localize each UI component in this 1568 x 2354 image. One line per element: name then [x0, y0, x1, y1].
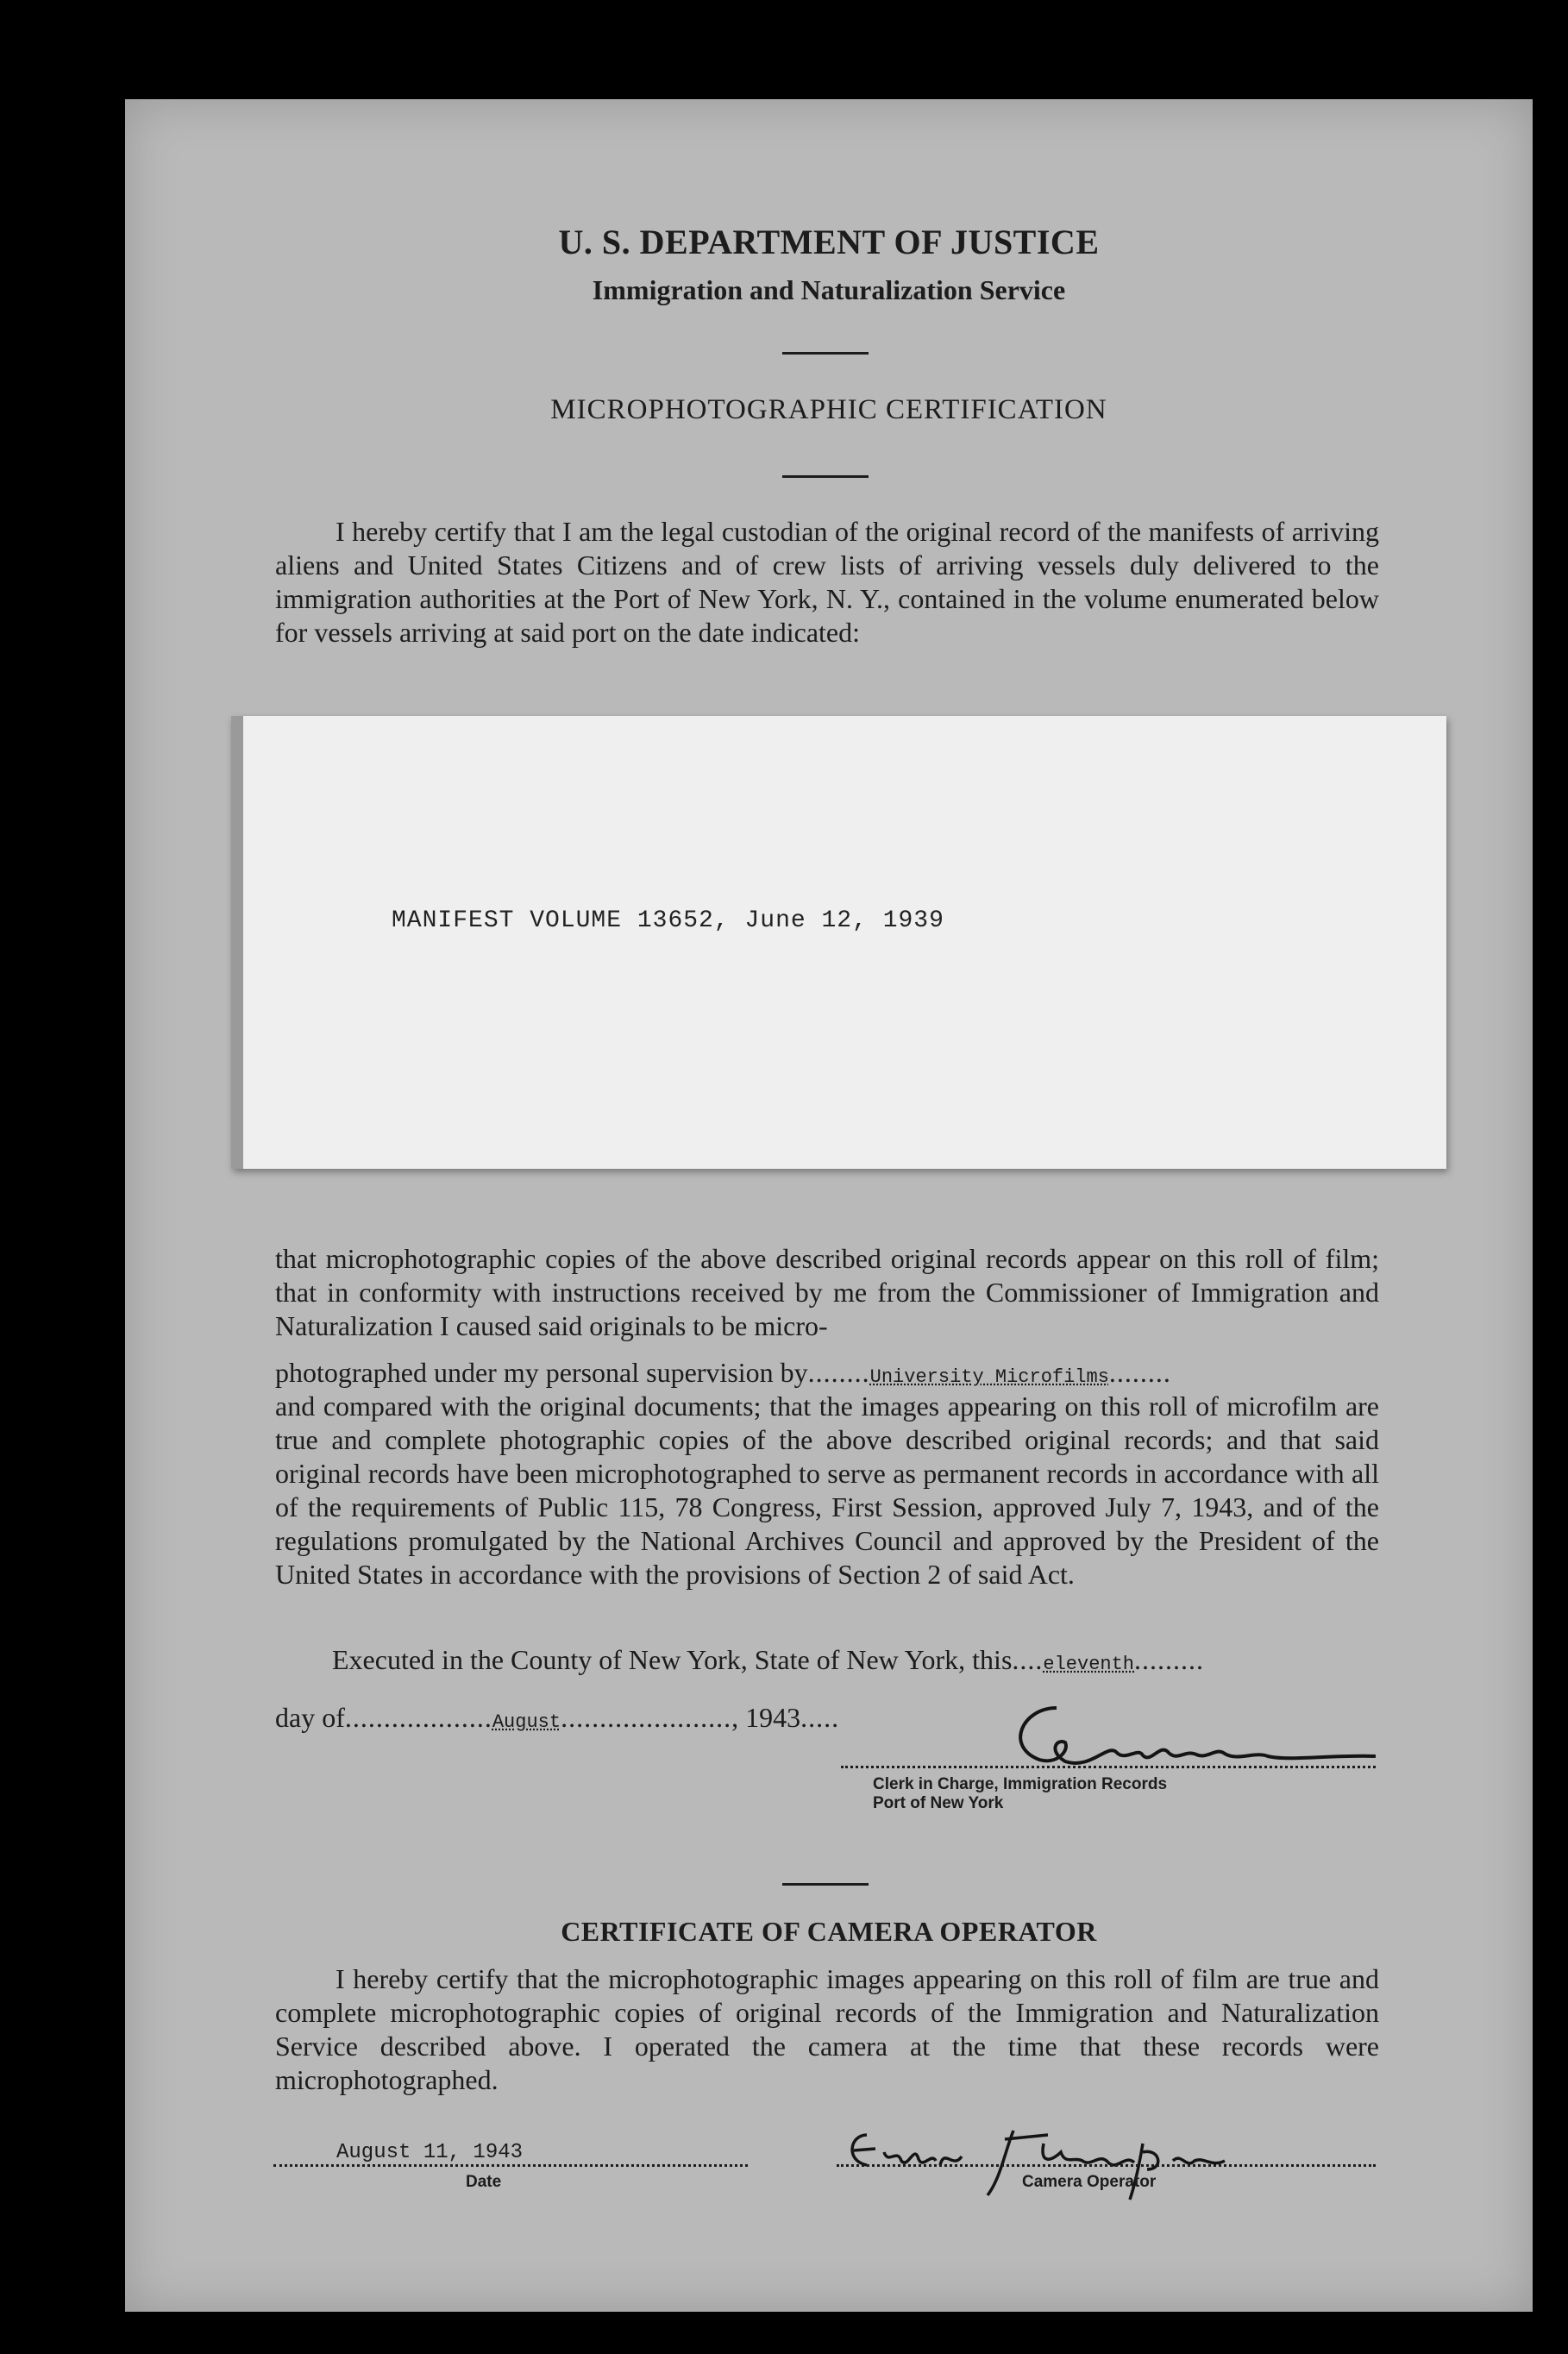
clerk-signature-line: [841, 1766, 1376, 1768]
manifest-card: [231, 716, 1446, 1169]
body-paragraph-part2: and compared with the original documents; that the images appearing on this roll of microfilm are true and complete photographic copies of the above described original records; and that said original records have been microphotographed to serve as permanent records in accordance with all of the requirements of Public 115, 78 Congress, First Session, approved July 7, 1943, and of the regulations promulgated by the National Archives Council and approved by the President of the United States in accordance with the provisions of Section 2 of said Act.: [275, 1390, 1379, 1590]
certificate-sheet: [125, 99, 1533, 2312]
date-label: Date: [466, 2173, 502, 2191]
department-title: U. S. DEPARTMENT OF JUSTICE: [558, 223, 1100, 261]
camera-operator-paragraph: I hereby certify that the microphotographic images appearing on this roll of film are true and complete microphotographic copies of original records of the Immigration and Naturalization Service described above. I operated the camera at the time that these records were microphotographed.: [275, 1963, 1379, 2095]
executed-line: Executed in the County of New York, State of New York, this....eleventh.........: [332, 1644, 1205, 1675]
service-subtitle: Immigration and Naturalization Service: [592, 274, 1066, 305]
supervision-prefix: photographed under my personal supervision by: [275, 1357, 808, 1388]
clerk-title-line2: Port of New York: [873, 1794, 1004, 1812]
operator-signature-line: [837, 2164, 1376, 2167]
month-value: August: [492, 1711, 561, 1733]
supervisor-value: University Microfilms: [869, 1366, 1109, 1388]
divider-rule-1: [782, 352, 869, 355]
camera-operator-heading: CERTIFICATE OF CAMERA OPERATOR: [561, 1916, 1097, 1947]
operator-date-value: August 11, 1943: [336, 2141, 524, 2164]
clerk-title-line1: Clerk in Charge, Immigration Records: [873, 1775, 1168, 1793]
year-prefix: 194: [745, 1702, 787, 1733]
certification-heading: MICROPHOTOGRAPHIC CERTIFICATION: [550, 394, 1107, 425]
executed-prefix: Executed in the County of New York, State of New York, this: [332, 1644, 1013, 1675]
year-digit: 3: [787, 1702, 801, 1733]
body-paragraph-part1: that microphotographic copies of the above described original records appear on this roll of film; that in conformity with instructions received by me from the Commissioner of Immigration and Naturalization I caused said originals to be micro-: [275, 1243, 1379, 1341]
divider-rule-3: [782, 1883, 869, 1886]
executed-day-value: eleventh: [1043, 1654, 1135, 1675]
manifest-volume-text: MANIFEST VOLUME 13652, June 12, 1939: [392, 907, 944, 934]
date-line: [273, 2164, 748, 2167]
divider-rule-2: [782, 475, 869, 478]
operator-label: Camera Operator: [1022, 2173, 1157, 2191]
day-of-label: day of: [275, 1702, 345, 1733]
supervision-line: photographed under my personal supervision by........University Microfilms........: [275, 1357, 1171, 1388]
day-of-line: day of...................August......................, 1943.....: [275, 1702, 840, 1733]
intro-paragraph: I hereby certify that I am the legal custodian of the original record of the manifests of arriving aliens and United States Citizens and of crew lists of arriving vessels duly delivered to the immigration authorities at the Port of New York, N. Y., contained in the volume enumerated below for vessels arriving at said port on the date indicated:: [275, 516, 1379, 648]
